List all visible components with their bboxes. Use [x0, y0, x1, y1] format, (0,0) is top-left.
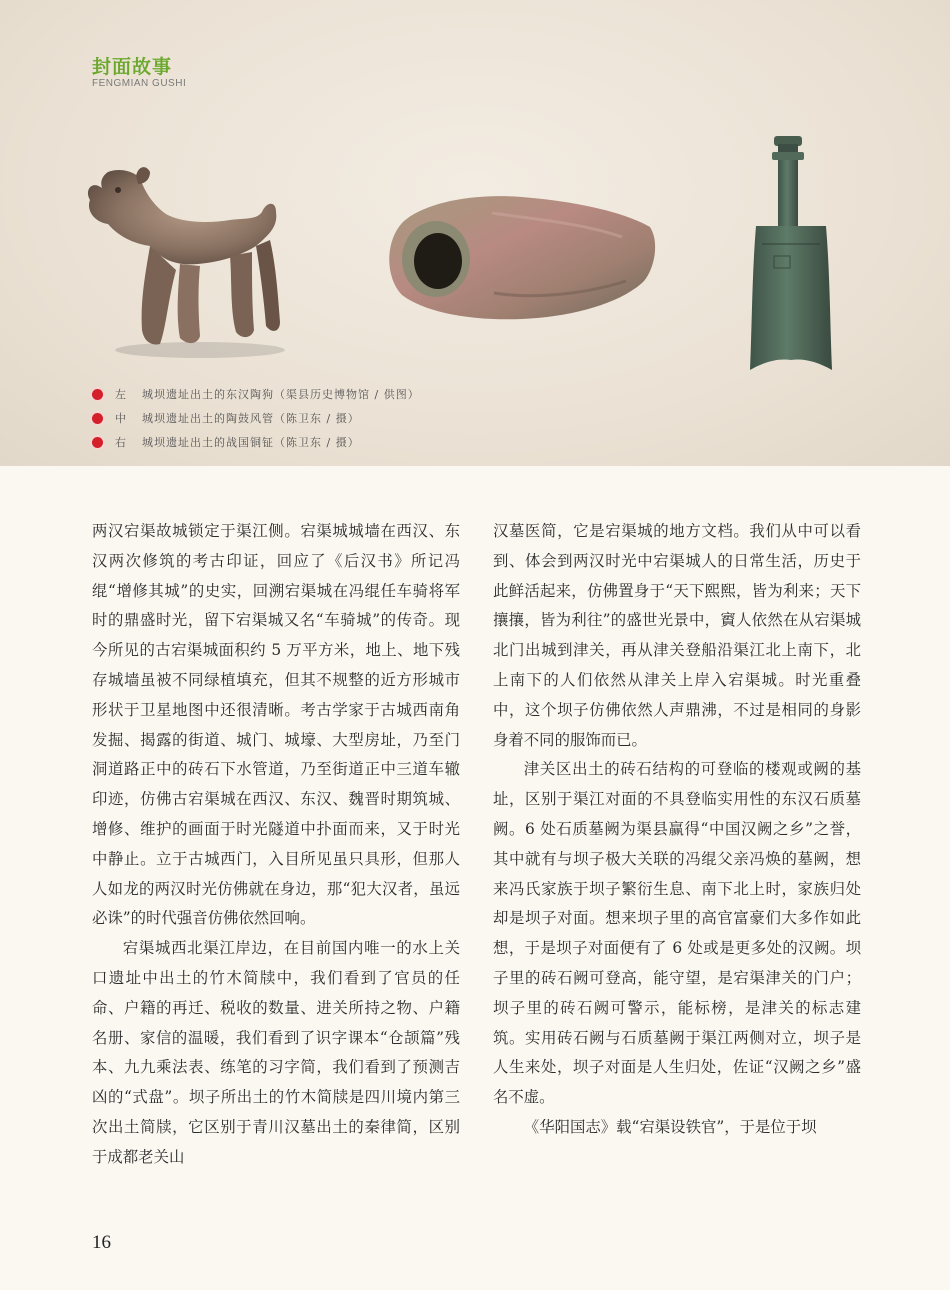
bullet-icon	[92, 437, 103, 448]
bronze-bell-image	[748, 134, 834, 374]
page-number: 16	[92, 1232, 111, 1253]
photo-band	[0, 0, 950, 466]
paragraph: 汉墓医简，它是宕渠城的地方文档。我们从中可以看到、体会到两汉时光中宕渠城人的日常生活，历史于此鲜活起来，仿佛置身于“天下熙熙，皆为利来；天下攘攘，皆为利往”的盛世光景中，賨人依然在从宕渠城北门出城到津关，再从津关登船沿渠江北上南下，北上南下的人们依然从津关上岸入宕渠城。时光重叠中，这个坝子仿佛依然人声鼎沸，不过是相同的身影身着不同的服饰而已。	[493, 522, 861, 749]
bullet-icon	[92, 389, 103, 400]
section-header	[92, 56, 186, 90]
paragraph: 两汉宕渠故城锁定于渠江侧。宕渠城城墙在西汉、东汉两次修筑的考古印证，回应了《后汉书》所记冯绲“增修其城”的史实，回溯宕渠城在冯绲任车骑将军时的鼎盛时光，留下宕渠城又名“车骑城”的传奇。现今所见的古宕渠城面积约 5 万平方米，地上、地下残存城墙虽被不同绿植填充，但其不规整的近方形城市形状于卫星地图中还很清晰。考古学家于古城西南角发掘、揭露的街道、城门、城壕、大型房址，乃至门洞道路正中的砖石下水管道，乃至街道正中三道车辙印迹，仿佛古宕渠城在西汉、东汉、魏晋时期筑城、增修、维护的画面于时光隧道中扑面而来，又于时光中静止。立于古城西门，入目所见虽只具形，但那人人如龙的两汉时光仿佛就在身边，那“犯大汉者，虽远必诛”的时代强音仿佛依然回响。	[92, 522, 460, 928]
paragraph: 《华阳国志》载“宕渠设铁官”，于是位于坝	[523, 1117, 817, 1136]
section-title: 封面故事	[92, 56, 173, 78]
caption-middle: 中 城坝遗址出土的陶鼓风管（陈卫东 / 摄）	[92, 406, 420, 430]
paragraph: 津关区出土的砖石结构的可登临的楼观或阙的基址，区别于渠江对面的不具登临实用性的东汉石质墓阙。6 处石质墓阙为渠县赢得“中国汉阙之乡”之誉，其中就有与坝子极大关联的冯绲父亲冯焕的墓阙，想来冯氏家族于坝子繁衍生息、南下北上时，家族归处却是坝子对面。想来坝子里的高官富豪们大多作如此想，于是坝子对面便有了 6 处或是更多处的汉阙。坝子里的砖石阙可登高，能守望，是宕渠津关的门户；坝子里的砖石阙可警示，能标榜，是津关的标志建筑。实用砖石阙与石质墓阙于渠江两侧对立，坝子是人生来处，坝子对面是人生归处，佐证“汉阙之乡”盛名不虚。	[493, 760, 861, 1107]
caption-right: 右 城坝遗址出土的战国铜钲（陈卫东 / 摄）	[92, 430, 420, 454]
bullet-icon	[92, 413, 103, 424]
article-column-right	[493, 517, 861, 1143]
section-subtitle: FENGMIAN GUSHI	[92, 78, 187, 89]
caption-left: 左 城坝遗址出土的东汉陶狗（渠县历史博物馆 / 供图）	[92, 382, 420, 406]
pottery-dog-image	[80, 160, 285, 360]
paragraph: 宕渠城西北渠江岸边，在目前国内唯一的水上关口遗址中出土的竹木简牍中，我们看到了官员的任命、户籍的再迁、税收的数量、进关所持之物、户籍名册、家信的温暖，我们看到了识字课本“仓颉篇”残本、九九乘法表、练笔的习字简，我们看到了预测吉凶的“式盘”。坝子所出土的竹木简牍是四川境内第三次出土简牍，它区别于青川汉墓出土的秦律简，区别于成都老关山	[92, 939, 460, 1166]
photo-captions	[92, 382, 420, 454]
article-column-left	[92, 517, 460, 1173]
pottery-pipe-image	[382, 183, 662, 328]
